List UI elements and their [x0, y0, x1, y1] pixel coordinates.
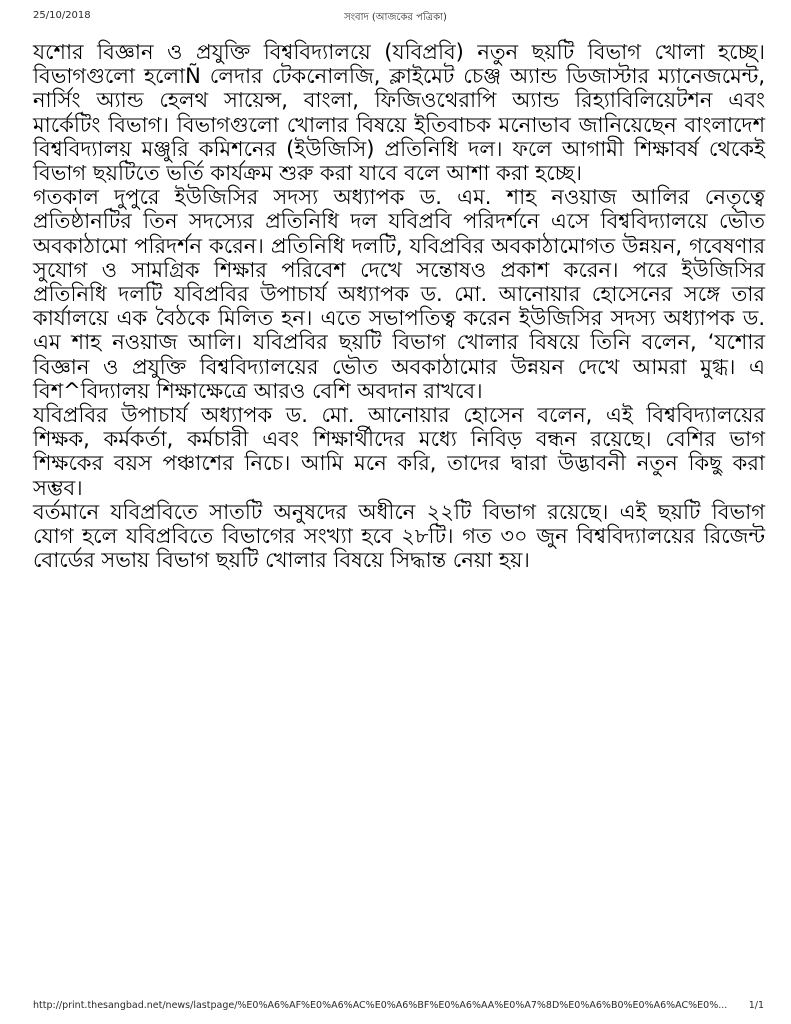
article-body	[33, 40, 765, 572]
print-header	[0, 9, 791, 24]
print-header-source-title: সংবাদ (আজকের পত্রিকা)	[344, 12, 447, 23]
page-indicator: 1/1	[748, 1000, 764, 1011]
article-paragraph: বর্তমানে যবিপ্রবিতে সাতটি অনুষদের অধীনে ২২টি বিভাগ রয়েছে। এই ছয়টি বিভাগ যোগ হলে যবিপ্রবিতে বিভাগের সংখ্যা হবে ২৮টি। গত ৩০ জুন বিশ্ববিদ্যালয়ের রিজেন্ট বোর্ডের সভায় বিভাগ ছয়টি খোলার বিষয়ে সিদ্ধান্ত নেয়া হয়।	[33, 499, 765, 573]
print-footer-url: http://print.thesangbad.net/news/lastpage/%E0%A6%AF%E0%A6%AC%E0%A6%BF%E0%A6%AA%E0%A7%8D%E0%A6%B0%E0%A6%AC%E0%...	[33, 1000, 728, 1011]
article-paragraph: যশোর বিজ্ঞান ও প্রযুক্তি বিশ্ববিদ্যালয়ে (যবিপ্রবি) নতুন ছয়টি বিভাগ খোলা হচ্ছে। বিভাগগুলো হলোÑ লেদার টেকনোলজি, ক্লাইমেট চেঞ্জ অ্যান্ড ডিজাস্টার ম্যানেজমেন্ট, নার্সিং অ্যান্ড হেলথ সায়েন্স, বাংলা, ফিজিওথেরাপি অ্যান্ড রিহ্যাবিলিয়েটশন এবং মার্কেটিং বিভাগ। বিভাগগুলো খোলার বিষয়ে ইতিবাচক মনোভাব জানিয়েছেন বাংলাদেশ বিশ্ববিদ্যালয় মঞ্জুরি কমিশনের (ইউজিসি) প্রতিনিধি দল। ফলে আগামী শিক্ষাবর্ষ থেকেই বিভাগ ছয়টিতে ভর্তি কার্যক্রম শুরু করা যাবে বলে আশা করা হচ্ছে।	[33, 40, 765, 186]
article-paragraph: গতকাল দুপুরে ইউজিসির সদস্য অধ্যাপক ড. এম. শাহ নওয়াজ আলির নেতৃত্বে প্রতিষ্ঠানটির তিন সদস্যের প্রতিনিধি দল যবিপ্রবি পরিদর্শনে এসে বিশ্ববিদ্যালয়ে ভৌত অবকাঠামো পরিদর্শন করেন। প্রতিনিধি দলটি, যবিপ্রবির অবকাঠামোগত উন্নয়ন, গবেষণার সুযোগ ও সামগ্রিক শিক্ষার পরিবেশ দেখে সন্তোষও প্রকাশ করেন। পরে ইউজিসির প্রতিনিধি দলটি যবিপ্রবির উপাচার্য অধ্যাপক ড. মো. আনোয়ার হোসেনের সঙ্গে তার কার্যালয়ে এক বৈঠকে মিলিত হন। এতে সভাপতিত্ব করেন ইউজিসির সদস্য অধ্যাপক ড. এম শাহ নওয়াজ আলি। যবিপ্রবির ছয়টি বিভাগ খোলার বিষয়ে তিনি বলেন, ‘যশোর বিজ্ঞান ও প্রযুক্তি বিশ্ববিদ্যালয়ের ভৌত অবকাঠামোর উন্নয়ন দেখে আমরা মুগ্ধ। এ বিশ^বিদ্যালয় শিক্ষাক্ষেত্রে আরও বেশি অবদান রাখবে।	[33, 185, 765, 403]
article-paragraph: যবিপ্রবির উপাচার্য অধ্যাপক ড. মো. আনোয়ার হোসেন বলেন, এই বিশ্ববিদ্যালয়ের শিক্ষক, কর্মকর্তা, কর্মচারী এবং শিক্ষার্থীদের মধ্যে নিবিড় বন্ধন রয়েছে। বেশির ভাগ শিক্ষকের বয়স পঞ্চাশের নিচে। আমি মনে করি, তাদের দ্বারা উদ্ভাবনী নতুন কিছু করা সম্ভব।	[33, 403, 765, 500]
print-header-date: 25/10/2018	[33, 10, 91, 21]
print-footer	[33, 1000, 764, 1011]
